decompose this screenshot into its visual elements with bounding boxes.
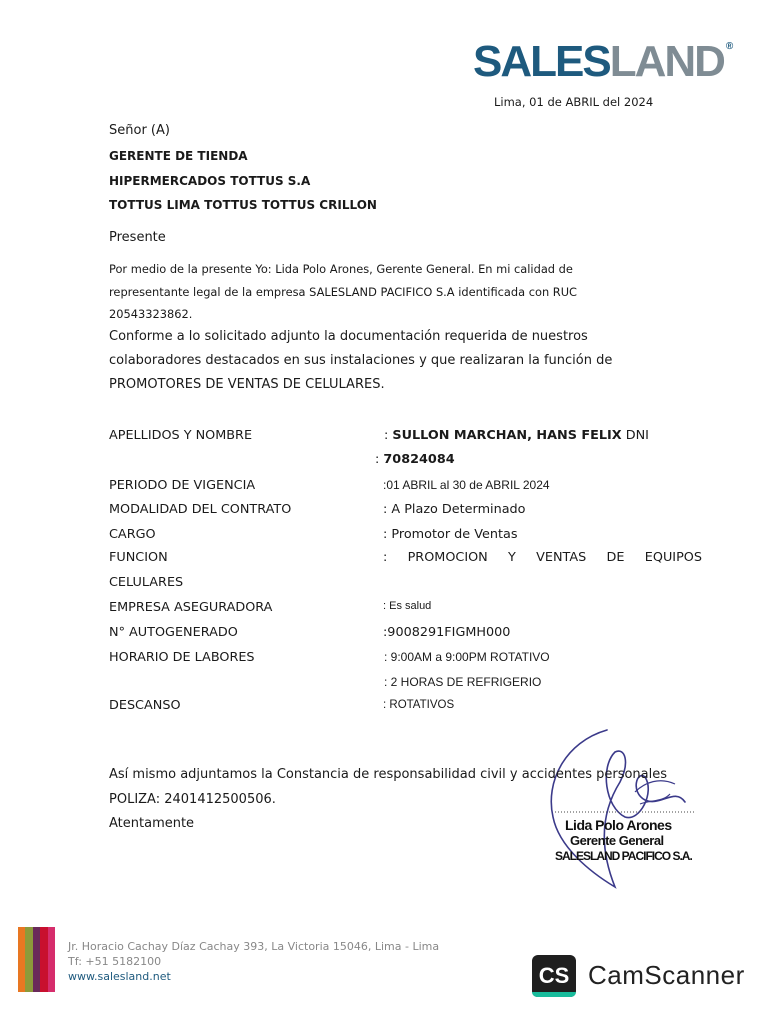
footer-bar: [33, 927, 40, 992]
footer-bar: [18, 927, 25, 992]
value-autogenerado: :9008291FIGMH000: [383, 625, 511, 640]
footer-bar: [48, 927, 55, 992]
camscanner-badge-text: CS: [538, 963, 570, 988]
footer-phone: Tf: +51 5182100: [68, 955, 162, 968]
label-modalidad: MODALIDAD DEL CONTRATO: [109, 502, 292, 517]
nombre-prefix: :: [384, 428, 393, 443]
footer-bar: [40, 927, 47, 992]
paragraph2-line-2: colaboradores destacados en sus instalaciones y que realizaran la función de: [109, 353, 613, 368]
footer-color-bars: [18, 927, 55, 992]
salesland-logo: [473, 37, 734, 86]
signature-scribble: [545, 722, 725, 902]
camscanner-accent-bar: [532, 992, 576, 997]
logo-land: LAND: [609, 37, 724, 86]
value-nombre: [384, 428, 649, 443]
footer-bar: [25, 927, 32, 992]
closing-line-2: POLIZA: 2401412500506.: [109, 792, 276, 807]
camscanner-name: CamScanner: [588, 960, 745, 990]
nombre-value: SULLON MARCHAN, HANS FELIX: [392, 428, 622, 443]
label-descanso: DESCANSO: [109, 698, 181, 713]
footer-website-link[interactable]: www.salesland.net: [68, 970, 171, 983]
signature-title: Gerente General: [570, 833, 664, 848]
paragraph2-line-3: PROMOTORES DE VENTAS DE CELULARES.: [109, 377, 385, 392]
paragraph1-line-3: 20543323862.: [109, 307, 193, 321]
recipient-line-1: GERENTE DE TIENDA: [109, 149, 248, 163]
closing-line-3: Atentamente: [109, 816, 195, 831]
value-horario: : 9:00AM a 9:00PM ROTATIVO: [384, 650, 550, 664]
registered-mark: ®: [725, 41, 734, 52]
closing-line-1: Así mismo adjuntamos la Constancia de responsabilidad civil y accidentes personales: [109, 767, 668, 782]
dni-label: DNI: [621, 428, 649, 443]
label-horario: HORARIO DE LABORES: [109, 650, 255, 665]
logo-sales: SALES: [473, 37, 610, 86]
dni-prefix: :: [375, 452, 384, 467]
funcion-word: PROMOCION: [407, 550, 488, 565]
signature-block: [545, 722, 725, 902]
funcion-word: DE: [606, 550, 625, 565]
funcion-word: :: [383, 550, 388, 565]
letter-date: Lima, 01 de ABRIL del 2024: [494, 95, 654, 109]
recipient-line-2: HIPERMERCADOS TOTTUS S.A: [109, 174, 311, 188]
value-modalidad: : A Plazo Determinado: [383, 502, 526, 517]
label-funcion: FUNCION: [109, 550, 168, 565]
value-refrigerio: : 2 HORAS DE REFRIGERIO: [384, 675, 542, 689]
salutation: Señor (A): [109, 123, 170, 138]
signature-company: SALESLAND PACIFICO S.A.: [555, 849, 692, 863]
value-funcion: [383, 550, 702, 565]
label-vigencia: PERIODO DE VIGENCIA: [109, 478, 256, 493]
dni-number: 70824084: [383, 452, 455, 467]
camscanner-logo-icon: [532, 955, 576, 997]
value-cargo: : Promotor de Ventas: [383, 527, 518, 542]
value-descanso: : ROTATIVOS: [383, 699, 455, 711]
footer-address: Jr. Horacio Cachay Díaz Cachay 393, La Victoria 15046, Lima - Lima: [68, 940, 440, 953]
value-aseguradora: : Es salud: [383, 600, 432, 612]
value-vigencia: :01 ABRIL al 30 de ABRIL 2024: [383, 478, 550, 492]
label-cargo: CARGO: [109, 527, 156, 542]
funcion-word: VENTAS: [536, 550, 587, 565]
funcion-word: Y: [508, 550, 516, 565]
signature-name: Lida Polo Arones: [565, 817, 672, 833]
value-funcion-continuation: CELULARES: [109, 575, 184, 590]
label-autogenerado: N° AUTOGENERADO: [109, 625, 238, 640]
label-nombre: APELLIDOS Y NOMBRE: [109, 428, 253, 443]
paragraph1-line-1: Por medio de la presente Yo: Lida Polo Arones, Gerente General. En mi calidad de: [109, 262, 573, 276]
paragraph2-line-1: Conforme a lo solicitado adjunto la documentación requerida de nuestros: [109, 329, 588, 344]
presente: Presente: [109, 230, 166, 245]
recipient-line-3: TOTTUS LIMA TOTTUS TOTTUS CRILLON: [109, 198, 377, 212]
label-aseguradora: EMPRESA ASEGURADORA: [109, 600, 273, 615]
value-dni: [375, 452, 455, 467]
funcion-word: EQUIPOS: [644, 550, 702, 565]
paragraph1-line-2: representante legal de la empresa SALESLAND PACIFICO S.A identificada con RUC: [109, 285, 577, 299]
